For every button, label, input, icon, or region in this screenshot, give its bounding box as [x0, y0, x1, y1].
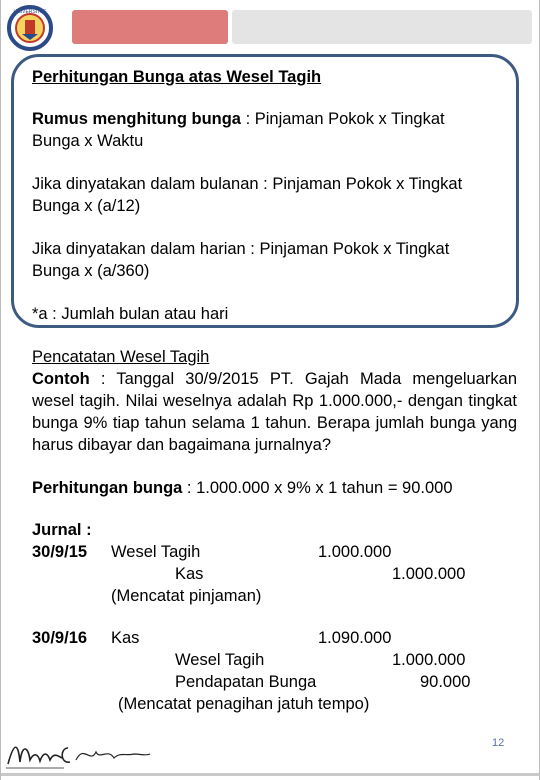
header-title-bar	[232, 10, 532, 44]
entry1-memo: (Mencatat pinjaman)	[111, 587, 262, 605]
entry2-debit-amount: 1.090.000	[318, 629, 392, 647]
jurnal-label: Jurnal :	[32, 521, 92, 539]
bulanan-line-2: Bunga x (a/12)	[32, 197, 141, 215]
page-number: 12	[492, 737, 505, 749]
contoh-text: : Tanggal 30/9/2015 PT. Gajah Mada mengeluarkan wesel tagih. Nilai weselnya adalah Rp 1.000.000,- dengan tingkat bunga 9% tiap tahun selama 1 tahun. Berapa jumlah bunga yang harus dibayar dan bagaimana jurnalnya?	[32, 370, 517, 454]
perhitungan-text: : 1.000.000 x 9% x 1 tahun = 90.000	[182, 479, 453, 497]
harian-line-1: Jika dinyatakan dalam harian : Pinjaman Pokok x Tingkat	[32, 240, 450, 258]
harian-line-2: Bunga x (a/360)	[32, 262, 150, 280]
entry1-debit-account: Wesel Tagih	[111, 543, 201, 561]
rumus-line-1	[32, 108, 445, 130]
entry2-date: 30/9/16	[32, 629, 88, 647]
entry2-memo: (Mencatat penagihan jatuh tempo)	[118, 695, 370, 713]
rumus-line-2: Bunga x Waktu	[32, 132, 144, 150]
header-bar	[0, 0, 540, 52]
box-title: Perhitungan Bunga atas Wesel Tagih	[32, 68, 322, 86]
perhitungan-label: Perhitungan bunga	[32, 479, 183, 497]
university-logo	[4, 4, 56, 52]
rumus-text: : Pinjaman Pokok x Tingkat	[240, 110, 445, 128]
entry2-debit-account: Kas	[111, 629, 140, 647]
contoh-paragraph	[32, 368, 517, 456]
entry1-date: 30/9/15	[32, 543, 88, 561]
entry1-debit-amount: 1.000.000	[318, 543, 392, 561]
entry1-credit-account: Kas	[175, 565, 204, 583]
entry2-credit-account-1: Wesel Tagih	[175, 651, 265, 669]
entry2-credit-amount-2: 90.000	[420, 673, 471, 691]
contoh-label: Contoh	[32, 370, 90, 388]
signature-image	[4, 734, 154, 774]
bulanan-line-1: Jika dinyatakan dalam bulanan : Pinjaman Pokok x Tingkat	[32, 175, 463, 193]
svg-text:UNIVERSITAS: UNIVERSITAS	[13, 9, 47, 15]
note-line: *a : Jumlah bulan atau hari	[32, 305, 229, 323]
section-heading: Pencatatan Wesel Tagih	[32, 348, 210, 366]
entry2-credit-account-2: Pendapatan Bunga	[175, 673, 317, 691]
header-accent-bar	[72, 10, 228, 44]
perhitungan-line	[32, 477, 453, 499]
footer-divider	[0, 773, 540, 776]
entry1-credit-amount: 1.000.000	[392, 565, 466, 583]
entry2-credit-amount-1: 1.000.000	[392, 651, 466, 669]
rumus-label: Rumus menghitung bunga	[32, 110, 241, 128]
